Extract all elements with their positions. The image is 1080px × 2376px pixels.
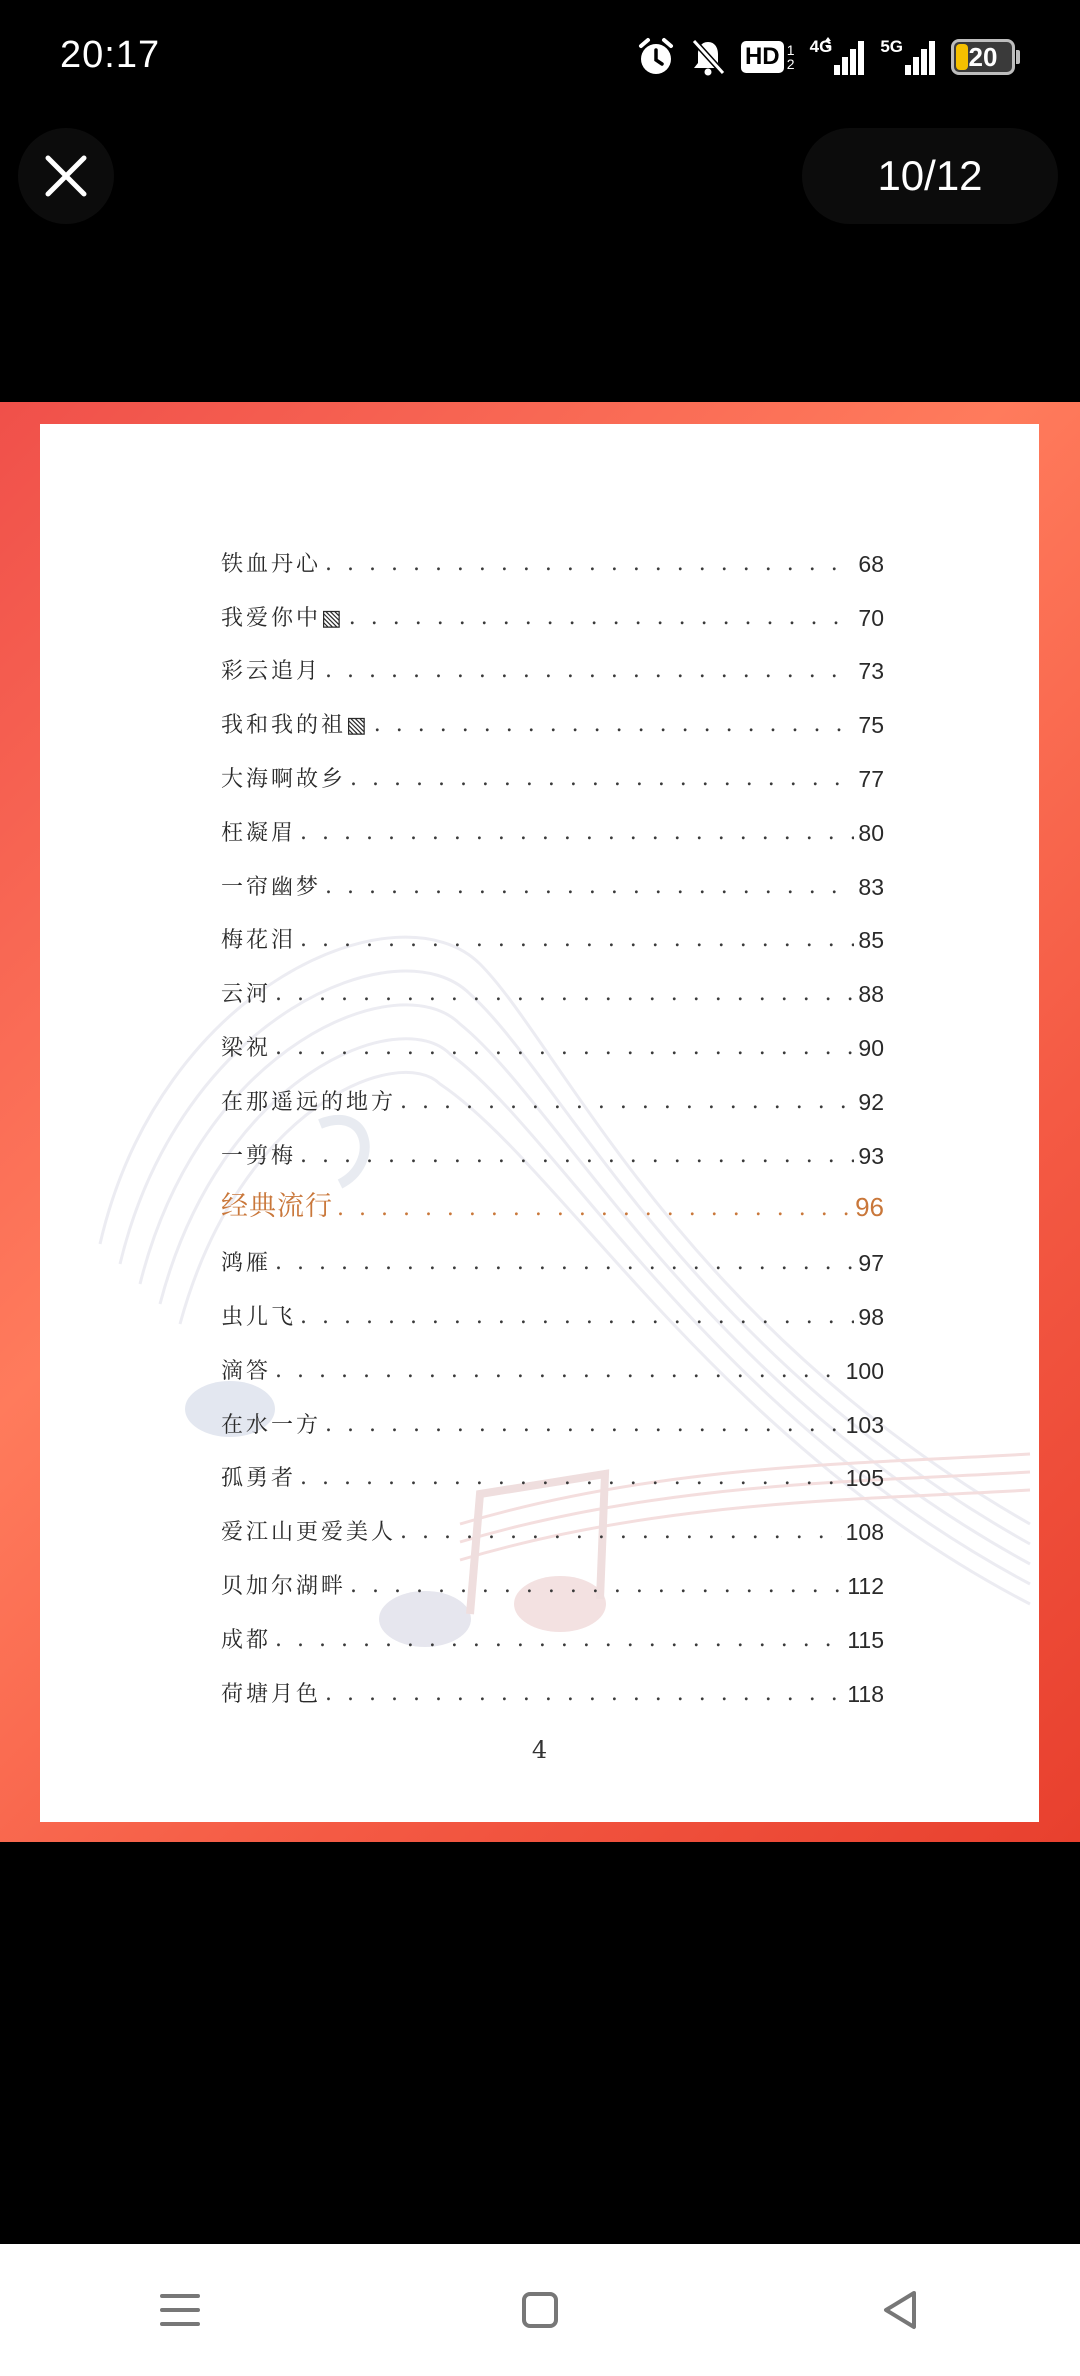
hd-voice-icon (741, 41, 796, 73)
toc-entry-title: 荷塘月色 (221, 1681, 322, 1707)
toc-entry (221, 847, 884, 901)
toc-entry-title: 鸿雁 (221, 1251, 272, 1277)
table-of-contents (221, 524, 884, 1708)
toc-entry-title: 滴答 (221, 1358, 272, 1384)
network-label-4g: 4G (809, 37, 833, 56)
menu-icon (158, 2290, 202, 2330)
toc-leader-dots (400, 1518, 842, 1546)
battery-icon (951, 39, 1020, 75)
toc-entry-title: 大海啊故乡 (221, 766, 347, 792)
navigation-bar (0, 2244, 1080, 2376)
toc-entry-page: 88 (858, 981, 884, 1008)
toc-entry (221, 524, 884, 578)
toc-entry (221, 1277, 884, 1331)
home-button[interactable] (470, 2260, 610, 2360)
document-image[interactable] (0, 402, 1080, 1842)
toc-entry-page: 85 (858, 927, 884, 954)
toc-entry-page: 68 (858, 550, 884, 577)
toc-entry-page: 112 (847, 1572, 884, 1599)
toc-entry-title: 虫儿飞 (221, 1304, 297, 1330)
toc-leader-dots (350, 1572, 843, 1600)
status-bar (0, 0, 1080, 120)
toc-leader-dots (300, 1303, 854, 1331)
toc-section-heading (221, 1170, 884, 1224)
battery-level: 20 (968, 42, 998, 72)
toc-leader-dots (275, 980, 854, 1008)
toc-entry-title: 彩云追月 (221, 659, 322, 685)
toc-leader-dots (325, 550, 854, 578)
toc-leader-dots (300, 926, 854, 954)
mute-bell-icon (689, 37, 727, 77)
toc-leader-dots (400, 1088, 854, 1116)
alarm-icon (637, 37, 675, 77)
toc-entry-page: 93 (858, 1142, 884, 1169)
toc-entry-page: 70 (858, 604, 884, 631)
toc-entry-title: 一帘幽梦 (221, 874, 322, 900)
toc-entry (221, 1223, 884, 1277)
toc-entry-title: 铁血丹心 (221, 551, 322, 577)
toc-entry (221, 1492, 884, 1546)
toc-entry-page: 118 (847, 1680, 884, 1707)
toc-entry-page: 100 (845, 1357, 884, 1384)
toc-leader-dots (275, 1034, 854, 1062)
toc-entry (221, 739, 884, 793)
toc-leader-dots (350, 765, 854, 793)
signal-5g-icon (880, 37, 937, 77)
toc-leader-dots (349, 604, 855, 632)
toc-entry (221, 632, 884, 686)
toc-entry (221, 1062, 884, 1116)
toc-entry-page: 80 (858, 819, 884, 846)
toc-entry (221, 954, 884, 1008)
toc-entry-page: 108 (845, 1519, 884, 1546)
network-label-5g: 5G (880, 37, 903, 56)
toc-leader-dots (300, 1464, 842, 1492)
toc-entry (221, 793, 884, 847)
toc-entry-page: 83 (858, 873, 884, 900)
toc-entry-page: 96 (855, 1192, 884, 1223)
toc-leader-dots (374, 711, 855, 739)
toc-entry-title: 孤勇者 (221, 1466, 297, 1492)
toc-entry-title: 梁祝 (221, 1035, 272, 1061)
toc-entry-page: 77 (858, 765, 884, 792)
toc-leader-dots (300, 819, 854, 847)
toc-entry-title: 爱江山更爱美人 (221, 1520, 397, 1546)
toc-entry-page: 92 (858, 1088, 884, 1115)
hd-sub-label: 1 2 (786, 42, 795, 72)
menu-button[interactable] (110, 2260, 250, 2360)
toc-entry-page: 73 (858, 658, 884, 685)
toc-entry-page: 90 (858, 1034, 884, 1061)
toc-entry (221, 1546, 884, 1600)
toc-entry-title: 在水一方 (221, 1412, 322, 1438)
toc-leader-dots (275, 1626, 843, 1654)
document-page (40, 424, 1039, 1822)
toc-entry (221, 1600, 884, 1654)
toc-entry-title: 在那遥远的地方 (221, 1089, 397, 1115)
page-counter: 10/12 (802, 128, 1058, 224)
toc-entry-title: 我爱你中▧ (221, 605, 345, 631)
toc-leader-dots (325, 873, 854, 901)
toc-entry (221, 685, 884, 739)
toc-entry-page: 75 (858, 712, 884, 739)
toc-entry-page: 103 (845, 1411, 884, 1438)
battery-body (951, 39, 1015, 75)
toc-entry (221, 1116, 884, 1170)
signal-4g-icon (810, 37, 867, 77)
status-time: 20:17 (60, 34, 161, 76)
toc-entry-page: 105 (845, 1465, 884, 1492)
toc-entry (221, 1654, 884, 1708)
toc-entry-title: 我和我的祖▧ (221, 713, 370, 739)
hd-label: HD (741, 41, 784, 73)
toc-entry (221, 1331, 884, 1385)
close-icon (43, 153, 89, 199)
toc-entry-title: 一剪梅 (221, 1143, 297, 1169)
toc-leader-dots (337, 1195, 851, 1223)
back-button[interactable] (830, 2260, 970, 2360)
toc-entry-title: 经典流行 (221, 1191, 333, 1223)
toc-leader-dots (275, 1357, 842, 1385)
toc-entry-page: 97 (858, 1250, 884, 1277)
toc-leader-dots (275, 1249, 854, 1277)
toc-leader-dots (300, 1142, 854, 1170)
toc-entry-title: 成都 (221, 1627, 272, 1653)
toc-leader-dots (325, 657, 854, 685)
toc-entry (221, 1008, 884, 1062)
toc-entry-title: 云河 (221, 982, 272, 1008)
toc-entry-title: 枉凝眉 (221, 820, 297, 846)
toc-entry-page: 98 (858, 1303, 884, 1330)
status-icons (637, 36, 1020, 78)
back-icon (878, 2288, 922, 2332)
battery-cap (1016, 50, 1020, 64)
page-number: 4 (531, 1736, 548, 1764)
toc-leader-dots (325, 1680, 843, 1708)
toc-entry (221, 1439, 884, 1493)
toc-entry (221, 1385, 884, 1439)
toc-entry-title: 梅花泪 (221, 928, 297, 954)
home-icon (518, 2288, 562, 2332)
toc-entry-page: 115 (847, 1626, 884, 1653)
toc-entry (221, 578, 884, 632)
toc-entry-title: 贝加尔湖畔 (221, 1573, 347, 1599)
close-button[interactable] (18, 128, 114, 224)
toc-entry (221, 901, 884, 955)
toc-leader-dots (325, 1411, 842, 1439)
